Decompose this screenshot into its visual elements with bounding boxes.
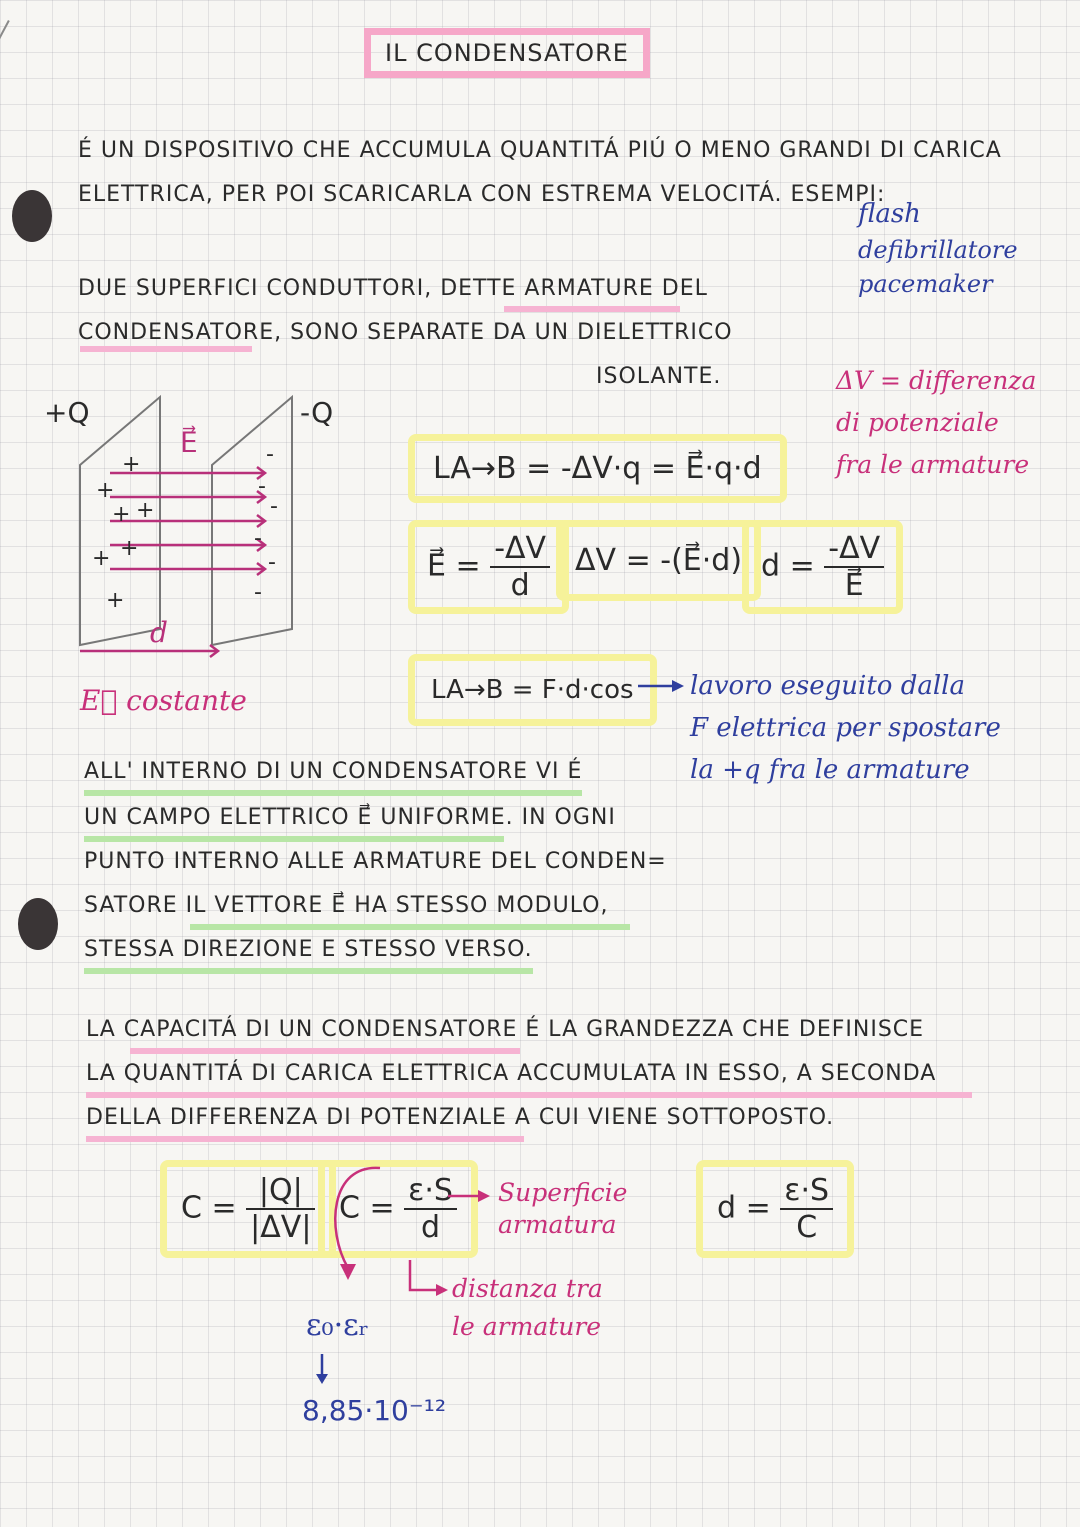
field-e-label: E⃗ bbox=[180, 426, 198, 459]
d-formula-lhs: d = bbox=[761, 548, 815, 584]
intro-line-1: É UN DISPOSITIVO CHE ACCUMULA QUANTITÁ PIÚ O MENO GRANDI DI CARICA bbox=[78, 138, 1002, 163]
c2-den: d bbox=[421, 1210, 441, 1245]
delta-v-note-1: ΔV = differenza bbox=[836, 366, 1037, 395]
field-line-2: UN CAMPO ELETTRICO E⃗ UNIFORME. IN OGNI bbox=[84, 805, 616, 830]
e-formula-box bbox=[408, 520, 569, 614]
capacity-line-3: DELLA DIFFERENZA DI POTENZIALE A CUI VIENE SOTTOPOSTO. bbox=[86, 1105, 835, 1130]
work-formula: LA→B = -ΔV·q = E⃗·q·d bbox=[433, 451, 762, 486]
page-title bbox=[364, 28, 650, 78]
example-defibrillatore: defibrillatore bbox=[858, 236, 1018, 264]
work-force-box bbox=[408, 654, 657, 726]
example-flash: flash bbox=[858, 199, 921, 229]
e-formula-num: -ΔV bbox=[490, 531, 550, 568]
e-formula-den: d bbox=[510, 568, 530, 603]
dv-formula-box bbox=[556, 520, 761, 601]
svg-text:+: + bbox=[96, 478, 115, 503]
c1-num: |Q| bbox=[246, 1173, 315, 1210]
work-note-3: la +q fra le armature bbox=[690, 755, 970, 785]
highlight-quantita bbox=[86, 1092, 972, 1098]
plates-line-3: ISOLANTE. bbox=[596, 364, 722, 389]
c3-lhs: d = bbox=[717, 1190, 771, 1226]
highlight-vettore bbox=[190, 924, 630, 930]
plus-q-label: +Q bbox=[44, 396, 90, 429]
epsilon-value: 8,85·10⁻¹² bbox=[302, 1394, 447, 1427]
c2-num: ε·S bbox=[404, 1173, 457, 1210]
c3-num: ε·S bbox=[780, 1173, 833, 1210]
c3-formula-box bbox=[696, 1160, 854, 1258]
epsilon-product: ε₀·εᵣ bbox=[306, 1308, 370, 1343]
svg-text:-: - bbox=[254, 526, 262, 551]
svg-text:-: - bbox=[270, 494, 278, 519]
svg-text:+: + bbox=[92, 546, 111, 571]
capacitor-diagram bbox=[40, 385, 370, 685]
highlight-differenza bbox=[86, 1136, 524, 1142]
capacity-line-2: LA QUANTITÁ DI CARICA ELETTRICA ACCUMULATA IN ESSO, A SECONDA bbox=[86, 1061, 937, 1086]
c3-fraction bbox=[780, 1173, 833, 1245]
binder-hole-bottom bbox=[18, 898, 58, 950]
svg-text:-: - bbox=[268, 550, 276, 575]
c1-formula-box bbox=[160, 1160, 336, 1258]
d-formula-fraction bbox=[824, 531, 884, 603]
c1-fraction bbox=[246, 1173, 315, 1245]
arrow-right-icon bbox=[636, 676, 686, 696]
d-formula-num: -ΔV bbox=[824, 531, 884, 568]
plates-line-2: CONDENSATORE, SONO SEPARATE DA UN DIELETTRICO bbox=[78, 320, 733, 345]
field-line-1: ALL' INTERNO DI UN CONDENSATORE VI É bbox=[84, 754, 582, 796]
dv-formula: ΔV = -(E⃗·d) bbox=[575, 543, 743, 578]
svg-text:-: - bbox=[254, 580, 262, 605]
plates-line-1-text: DUE SUPERFICI CONDUTTORI, DETTE ARMATURE DEL bbox=[78, 276, 708, 301]
arrow-down-icon bbox=[312, 1352, 332, 1386]
e-formula-lhs: E⃗ = bbox=[427, 548, 481, 584]
field-line-4: SATORE IL VETTORE E⃗ HA STESSO MODULO, bbox=[84, 893, 609, 918]
highlight-campo bbox=[84, 836, 504, 842]
work-note-1: lavoro eseguito dalla bbox=[690, 671, 965, 701]
page-title-text: IL CONDENSATORE bbox=[385, 39, 629, 67]
distance-note-2: le armature bbox=[452, 1312, 602, 1341]
capacity-line-1: LA CAPACITÁ DI UN CONDENSATORE É LA GRANDEZZA CHE DEFINISCE bbox=[86, 1017, 925, 1042]
svg-text:+: + bbox=[136, 498, 155, 523]
e-formula-fraction bbox=[490, 531, 550, 603]
svg-text:+: + bbox=[106, 588, 125, 613]
c1-den: |ΔV| bbox=[250, 1210, 312, 1245]
work-note-2: F elettrica per spostare bbox=[690, 713, 1001, 743]
delta-v-note-2: di potenziale bbox=[836, 408, 999, 437]
svg-text:-: - bbox=[258, 474, 266, 499]
c3-den: C bbox=[796, 1210, 818, 1245]
c1-lhs: C = bbox=[181, 1190, 237, 1226]
svg-text:-: - bbox=[266, 442, 274, 467]
svg-text:+: + bbox=[112, 502, 131, 527]
example-pacemaker: pacemaker bbox=[858, 270, 993, 298]
d-formula-den: E⃗ bbox=[844, 568, 864, 603]
field-line-3: PUNTO INTERNO ALLE ARMATURE DEL CONDEN= bbox=[84, 849, 667, 874]
highlight-condensatore bbox=[80, 346, 252, 352]
distance-note-1: distanza tra bbox=[452, 1274, 603, 1303]
binder-hole-top bbox=[12, 190, 52, 242]
surface-note-2: armatura bbox=[498, 1210, 617, 1239]
work-formula-box bbox=[408, 434, 787, 503]
pencil-mark bbox=[0, 20, 10, 215]
c2-lhs: C = bbox=[339, 1190, 395, 1226]
field-line-5: STESSA DIREZIONE E STESSO VERSO. bbox=[84, 932, 533, 974]
surface-note-1: Superficie bbox=[498, 1178, 628, 1207]
work-force-formula: LA→B = F·d·cos bbox=[431, 675, 634, 705]
svg-text:+: + bbox=[120, 536, 139, 561]
distance-d-label: d bbox=[150, 616, 168, 649]
intro-line-2: ELETTRICA, PER POI SCARICARLA CON ESTREMA VELOCITÁ. ESEMPI: bbox=[78, 182, 886, 207]
delta-v-note-3: fra le armature bbox=[836, 450, 1030, 479]
svg-text:+: + bbox=[122, 452, 141, 477]
highlight-capacita bbox=[130, 1048, 520, 1054]
charges bbox=[92, 442, 278, 613]
plates-line-1 bbox=[78, 268, 708, 310]
minus-q-label: -Q bbox=[300, 396, 334, 429]
d-formula-box bbox=[742, 520, 903, 614]
e-costante-caption: E⃗ costante bbox=[80, 684, 247, 717]
